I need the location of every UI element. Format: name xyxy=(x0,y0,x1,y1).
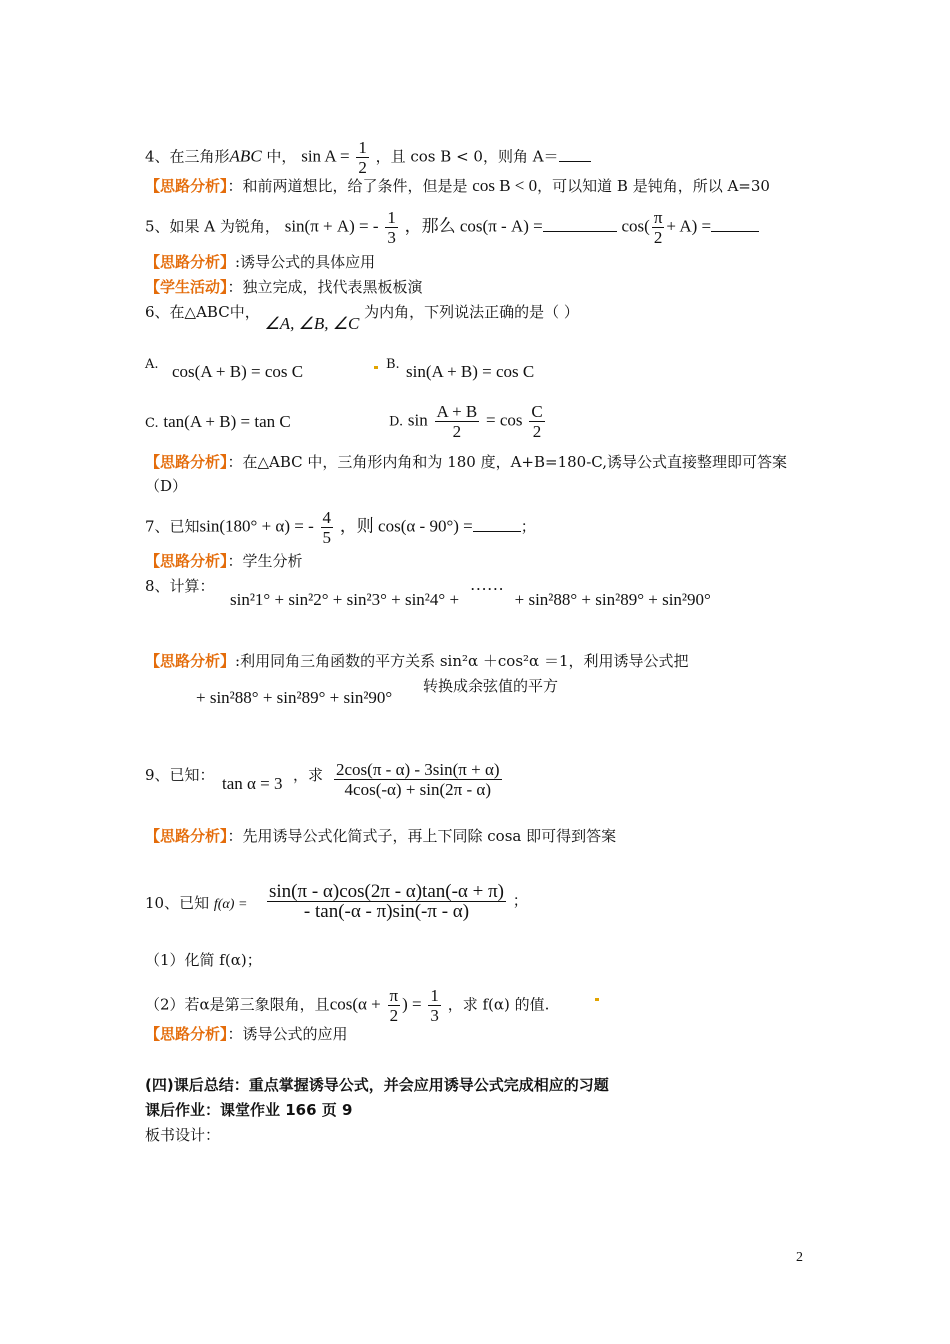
analysis-tag: 【思路分析】 xyxy=(145,652,236,670)
answer-6: （D） xyxy=(145,477,188,495)
q5-pi-fraction xyxy=(652,208,665,247)
option-c xyxy=(145,412,291,434)
q8-expr1: sin²1° + sin²2° + sin²3° + sin²4° + xyxy=(230,590,460,609)
q10-f: f(α) = xyxy=(213,897,248,912)
q10-2-pi-frac xyxy=(388,986,401,1025)
question-10-1 xyxy=(145,950,262,970)
option-b-label: B. xyxy=(386,357,400,372)
option-d xyxy=(389,402,547,441)
option-d-pre: sin xyxy=(407,410,428,430)
option-c-formula: tan(A + B) = tan C xyxy=(163,412,291,431)
analysis-4-cond: cos B < 0 xyxy=(472,176,538,195)
activity-tag: 【学生活动】 xyxy=(145,278,228,296)
q5-num: 1 xyxy=(387,208,396,227)
q5-expr: sin(π + A) = - xyxy=(284,216,379,236)
option-b-expr xyxy=(406,362,534,382)
board-text: 板书设计： xyxy=(145,1126,221,1144)
question-7 xyxy=(145,508,536,547)
q10-fraction xyxy=(265,882,528,921)
option-d-frac-2 xyxy=(529,402,544,441)
q4-prefix: 4、在三角形 xyxy=(145,147,230,166)
question-5 xyxy=(145,208,759,247)
option-d-den2: 2 xyxy=(532,422,542,441)
q9-frac xyxy=(334,760,502,799)
question-4 xyxy=(145,138,591,177)
analysis-7 xyxy=(145,551,303,571)
analysis-6-answer xyxy=(145,476,187,496)
q5-blank-2 xyxy=(711,217,759,232)
question-6 xyxy=(145,302,579,333)
analysis-5 xyxy=(145,252,375,272)
analysis-10 xyxy=(145,1024,348,1044)
option-b-formula: sin(A + B) = cos C xyxy=(406,362,535,381)
q6-rest: 为内角，下列说法正确的是（ ） xyxy=(364,303,579,321)
q5-fraction xyxy=(385,208,398,247)
q9-prefix: 9、已知： xyxy=(145,766,215,784)
q4-mid: 中， xyxy=(261,147,297,166)
q10-2-eq: ) = xyxy=(402,994,422,1014)
q7-mid: ，则 cos(α - 90°) = xyxy=(339,516,473,536)
analysis-tag: 【思路分析】 xyxy=(145,177,228,195)
question-10-2 xyxy=(145,986,549,1025)
option-d-eq: = cos xyxy=(486,410,523,430)
analysis-8-expr xyxy=(196,688,392,708)
q9-fraction xyxy=(332,760,504,799)
analysis-tag: 【思路分析】 xyxy=(145,1025,228,1043)
option-d-den1: 2 xyxy=(452,422,462,441)
q6-prefix: 6、在△ABC中， xyxy=(145,303,260,321)
activity-text: ：独立完成，找代表黑板板演 xyxy=(227,278,423,296)
q9-den: 4cos(-α) + sin(2π - α) xyxy=(344,780,491,799)
question-8 xyxy=(145,576,215,596)
analysis-8-rest xyxy=(423,676,558,696)
q8-dots: …… xyxy=(469,575,504,594)
q8-expr2: + sin²88° + sin²89° + sin²90° xyxy=(514,590,711,609)
homework xyxy=(145,1100,352,1120)
student-activity-5 xyxy=(145,277,423,297)
q5-den: 3 xyxy=(387,228,396,247)
analysis-tag: 【思路分析】 xyxy=(145,552,228,570)
q5-cos2: cos( xyxy=(621,216,650,236)
q4-cond: ，且 cos B < 0，则角 A＝ xyxy=(375,147,559,166)
q10-num: sin(π - α)cos(2π - α)tan(-α + π) xyxy=(269,881,505,902)
option-d-num2: C xyxy=(531,402,543,421)
analysis-9-text: ：先用诱导公式化简式子，再上下同除 cosa 即可得到答案 xyxy=(227,827,617,845)
q4-blank xyxy=(559,147,591,162)
option-d-num1: A + B xyxy=(436,402,478,421)
q7-prefix: 7、已知 xyxy=(145,517,200,536)
analysis-9 xyxy=(145,826,616,846)
analysis-8 xyxy=(145,651,689,671)
page-number: 2 xyxy=(796,1250,803,1265)
q10-2-frac xyxy=(428,986,441,1025)
analysis-tag: 【思路分析】 xyxy=(145,827,228,845)
q9-given-formula: tan α = 3 xyxy=(222,774,283,793)
q10-2-den: 3 xyxy=(430,1006,439,1025)
q7-end: ； xyxy=(520,517,536,536)
q10-1-text: （1）化简 f(α)； xyxy=(145,951,262,969)
q7-expr: sin(180° + α) = - xyxy=(199,516,314,536)
option-d-label: D. xyxy=(389,414,404,430)
q4-den: 2 xyxy=(358,158,367,177)
q4-triangle: ABC xyxy=(229,146,262,166)
option-a-label: A. xyxy=(145,357,159,372)
q10-2-pnum: π xyxy=(389,986,399,1005)
q4-expr: sin A = xyxy=(301,146,350,166)
q8-prefix: 8、计算： xyxy=(145,577,215,595)
option-b xyxy=(386,353,400,375)
question-9 xyxy=(145,765,215,785)
q8-expression xyxy=(230,575,711,610)
q10-end: ； xyxy=(512,891,528,910)
option-a xyxy=(145,353,159,375)
q5-prefix: 5、如果 A 为锐角， xyxy=(145,217,280,236)
q7-fraction xyxy=(321,508,334,547)
option-c-label: C. xyxy=(145,416,159,431)
analysis-6 xyxy=(145,452,787,472)
q5-cos2end: + A) = xyxy=(666,216,712,236)
q7-blank xyxy=(473,517,521,532)
analysis-4 xyxy=(145,176,770,196)
q7-den: 5 xyxy=(322,528,332,547)
analysis-8-formula: + sin²88° + sin²89° + sin²90° xyxy=(196,688,393,707)
analysis-5-text: :诱导公式的具体应用 xyxy=(235,253,376,271)
analysis-8-text: :利用同角三角函数的平方关系 sin²α ＋cos²α ＝1，利用诱导公式把 xyxy=(235,652,689,670)
option-a-expr xyxy=(172,362,303,382)
option-a-formula: cos(A + B) = cos C xyxy=(172,362,304,381)
q9-ask-text: ，求 xyxy=(293,766,324,784)
q10-2-num: 1 xyxy=(430,986,439,1005)
homework-text: 课后作业：课堂作业 166 页 9 xyxy=(145,1101,353,1119)
q5-blank-1 xyxy=(543,217,617,232)
analysis-4-text: ：和前两道想比，给了条件，但是是 xyxy=(227,177,473,195)
q10-frac xyxy=(267,882,506,921)
q5-pnum: π xyxy=(653,208,663,227)
board-design xyxy=(145,1125,220,1145)
q9-given xyxy=(222,774,283,794)
summary xyxy=(145,1075,609,1095)
q10-2-expr: cos(α + xyxy=(329,994,381,1014)
summary-text: (四)课后总结：重点掌握诱导公式，并会应用诱导公式完成相应的习题 xyxy=(145,1076,609,1094)
analysis-4-rest: ，可以知道 B 是钝角，所以 A=30 xyxy=(537,177,770,195)
q9-ask xyxy=(293,765,323,785)
analysis-6-text: ：在△ABC 中，三角形内角和为 180 度，A+B=180-C,诱导公式直接整理即可答案 xyxy=(227,453,788,471)
q10-den: - tan(-α - π)sin(-π - α) xyxy=(303,901,470,922)
q6-angles: ∠A, ∠B, ∠C xyxy=(264,314,360,333)
q4-fraction xyxy=(356,138,369,177)
analysis-10-text: ：诱导公式的应用 xyxy=(227,1025,348,1043)
q5-mid: ，那么 cos(π - A) = xyxy=(404,216,543,236)
q10-2-rest: ，求 f(α) 的值. xyxy=(447,995,550,1014)
q9-num: 2cos(π - α) - 3sin(π + α) xyxy=(336,760,500,779)
analysis-8-rest-text: 转换成余弦值的平方 xyxy=(423,677,559,695)
analysis-tag: 【思路分析】 xyxy=(145,453,228,471)
q10-2-pden: 2 xyxy=(389,1006,399,1025)
decorative-mark xyxy=(595,998,599,1001)
option-d-frac-1 xyxy=(435,402,480,441)
q10-prefix: 10、已知 xyxy=(145,894,210,912)
question-10 xyxy=(145,893,247,915)
analysis-7-text: ：学生分析 xyxy=(227,552,303,570)
q10-2-pre: （2）若α是第三象限角，且 xyxy=(145,995,330,1014)
q7-num: 4 xyxy=(322,508,332,527)
q5-pden: 2 xyxy=(653,228,663,247)
analysis-tag: 【思路分析】 xyxy=(145,253,236,271)
q4-num: 1 xyxy=(358,138,367,157)
decorative-mark xyxy=(374,366,378,369)
